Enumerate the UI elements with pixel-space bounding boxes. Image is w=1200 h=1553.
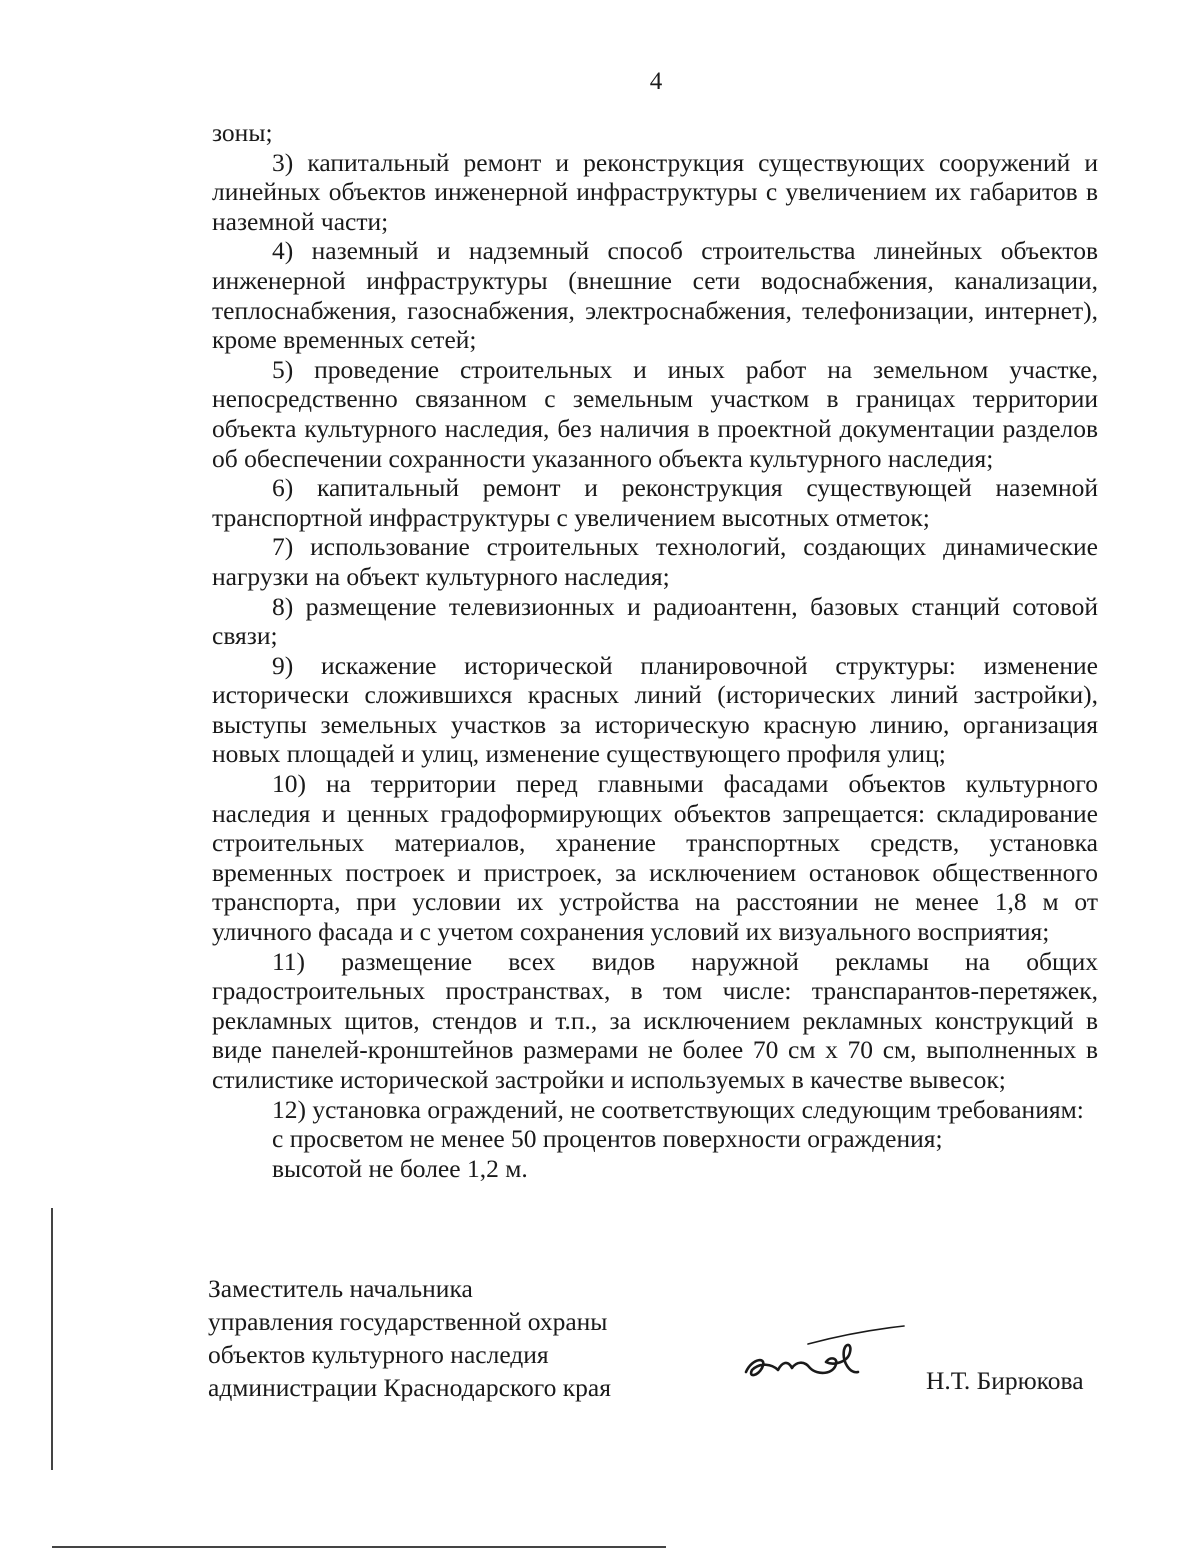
signer-name: Н.Т. Бирюкова xyxy=(926,1366,1084,1395)
signatory-title-line: Заместитель начальника xyxy=(208,1274,473,1303)
list-item: 12) установка ограждений, не соответствующих следующим требованиям: xyxy=(272,1094,1084,1124)
signatory-title-line: объектов культурного наследия xyxy=(208,1340,549,1369)
signatory-title-line: администрации Краснодарского края xyxy=(208,1373,611,1402)
signatory-title xyxy=(208,1272,611,1404)
list-item: 4) наземный и надземный способ строительства линейных объектов инженерной инфраструктуры (внешние сети водоснабжения, канализации, теплоснабжения, газоснабжения, электроснабжения, телефонизации, интернет), кроме временных сетей; xyxy=(212,236,1098,355)
page-number: 4 xyxy=(649,68,663,95)
list-item: 3) капитальный ремонт и реконструкция существующих сооружений и линейных объектов инженерной инфраструктуры с увеличением их габаритов в наземной части; xyxy=(212,147,1098,236)
sub-item: с просветом не менее 50 процентов поверхности ограждения; xyxy=(272,1124,943,1154)
document-body xyxy=(212,118,1098,1183)
list-item: 10) на территории перед главными фасадами объектов культурного наследия и ценных градоформирующих объектов запрещается: складирование строительных материалов, хранение транспортных средств, установка временных построек и пристроек, за исключением остановок общественного транспорта, при условии их устройства на расстоянии не менее 1,8 м от уличного фасада и с учетом сохранения условий их визуального восприятия; xyxy=(212,769,1098,947)
handwritten-signature-icon xyxy=(738,1322,908,1392)
list-item: 5) проведение строительных и иных работ на земельном участке, непосредственно связанном с земельным участком в границах территории объекта культурного наследия, без наличия в проектной документации разделов об обеспечении сохранности указанного объекта культурного наследия; xyxy=(212,354,1098,473)
list-item: 6) капитальный ремонт и реконструкция существующей наземной транспортной инфраструктуры с увеличением высотных отметок; xyxy=(212,473,1098,532)
sub-item: высотой не более 1,2 м. xyxy=(272,1153,528,1183)
list-item: 11) размещение всех видов наружной рекламы на общих градостроительных пространствах, в том числе: транспарантов-перетяжек, рекламных щитов, стендов и т.п., за исключением рекламных конструкций в виде панелей-кронштейнов размерами не более 70 см х 70 см, выполненных в стилистике исторической застройки и используемых в качестве вывесок; xyxy=(212,946,1098,1094)
scan-edge-line xyxy=(52,1546,666,1548)
list-item: 9) искажение исторической планировочной структуры: изменение исторически сложившихся красных линий (исторических линий застройки), выступы земельных участков за историческую красную линию, организация новых площадей и улиц, изменение существующего профиля улиц; xyxy=(212,650,1098,769)
signatory-title-line: управления государственной охраны xyxy=(208,1307,608,1336)
list-item: 8) размещение телевизионных и радиоантенн, базовых станций сотовой связи; xyxy=(212,591,1098,651)
scan-edge-line xyxy=(51,1208,53,1470)
list-item: 7) использование строительных технологий, создающих динамические нагрузки на объект культурного наследия; xyxy=(212,532,1098,591)
body-line: зоны; xyxy=(212,118,273,147)
